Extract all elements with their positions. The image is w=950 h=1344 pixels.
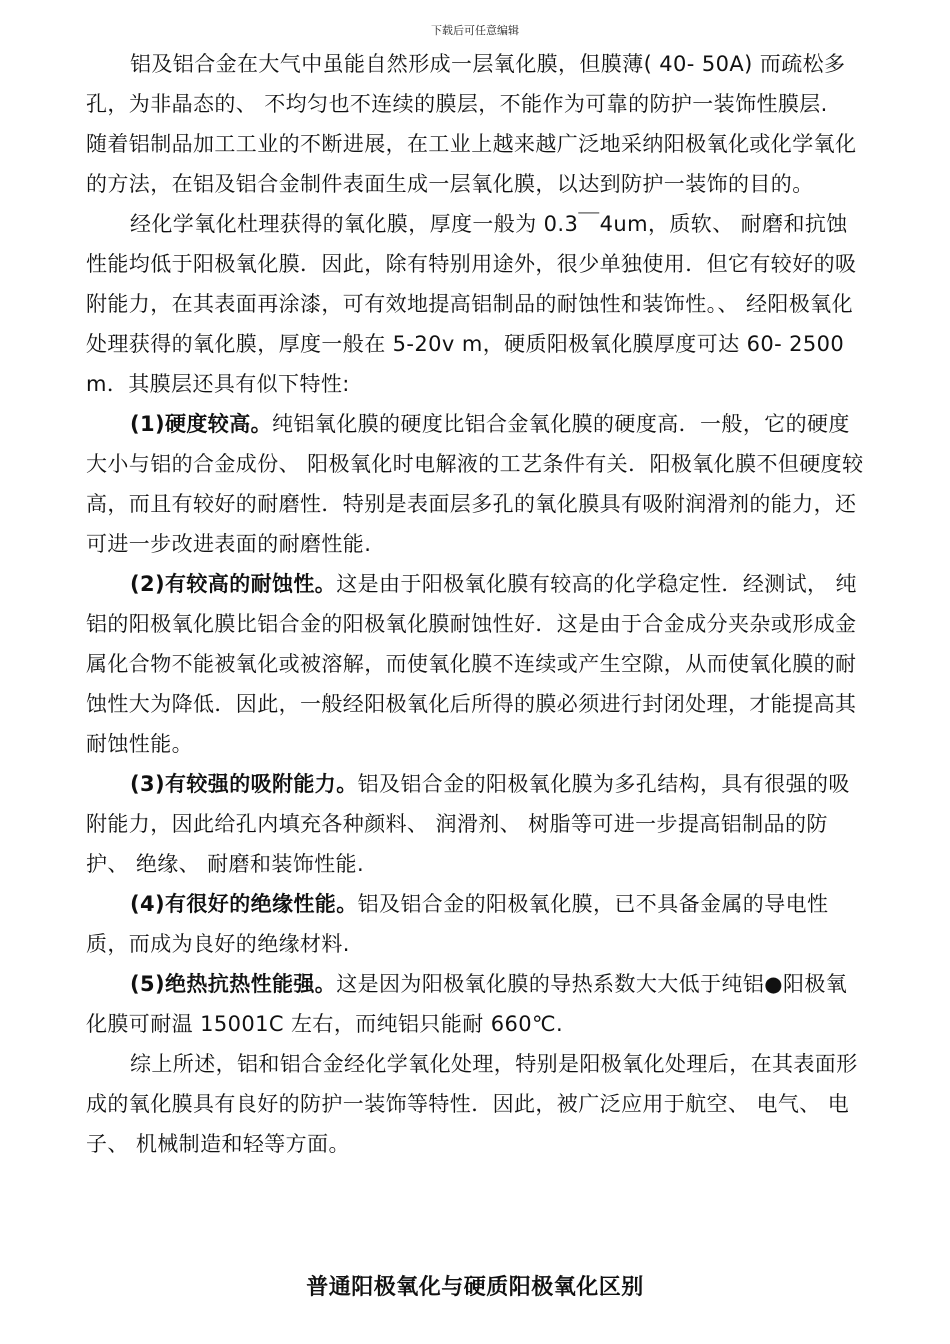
paragraph-7-heading: (4)有很好的绝缘性能。 [130, 892, 358, 916]
paragraph-7-text: 铝及铝合金的阳极氧化膜，已不具备金属的导电性质，而成为良好的绝缘材料. [86, 892, 829, 956]
paragraph-8-heading: (5)绝热抗热性能强。 [130, 972, 337, 996]
paragraph-6-text: 铝及铝合金的阳极氧化膜为多孔结构，具有很强的吸附能力，因此给孔内填充各种颜料、 润滑剂、 树脂等可进一步提高铝制品的防护、 绝缘、 耐磨和装饰性能. [86, 772, 850, 876]
paragraph-4 [86, 404, 866, 564]
document-body [86, 44, 866, 1164]
paragraph-4-text: 纯铝氧化膜的硬度比铝合金氧化膜的硬度高．一般，它的硬度大小与铝的合金成份、 阳极氧化时电解液的工艺条件有关．阳极氧化膜不但硬度较高，而且有较好的耐磨性．特别是表面层多孔的氧化膜具有吸附润滑剂的能力，还可进一步改进表面的耐磨性能. [86, 412, 864, 556]
paragraph-9: 综上所述，铝和铝合金经化学氧化处理，特别是阳极氧化处理后，在其表面形成的氧化膜具有良好的防护一装饰等特性．因此，被广泛应用于航空、 电气、 电子、 机械制造和轻等方面。 [86, 1052, 858, 1156]
paragraph-7 [86, 884, 866, 964]
paragraph-8-text: 这是因为阳极氧化膜的导热系数大大低于纯铝●阳极氧化膜可耐温 15001C 左右，而纯铝只能耐 660℃. [86, 972, 848, 1036]
paragraph-6-heading: (3)有较强的吸附能力。 [130, 772, 358, 796]
paragraph-5 [86, 564, 866, 764]
paragraph-4-heading: (1)硬度较高。 [130, 412, 273, 436]
paragraph-8 [86, 964, 866, 1044]
paragraph-3: 经化学氧化杜理获得的氧化膜，厚度一般为 0.3￣4um，质软、 耐磨和抗蚀性能均低于阳极氧化膜．因此，除有特别用途外，很少单独使用．但它有较好的吸附能力，在其表面再涂漆，可有效地提高铝制品的耐蚀性和装饰性。、 经阳极氧化处理获得的氧化膜，厚度一般在 5-20v m，硬质阳极氧化膜厚度可达 60- 2500m．其膜层还具有似下特性: [86, 212, 857, 396]
page-header: 下载后可任意编辑 [431, 24, 519, 37]
paragraph-6 [86, 764, 866, 884]
section-title: 普通阳极氧化与硬质阳极氧化区别 [306, 1275, 644, 1300]
paragraph-5-text: 这是由于阳极氧化膜有较高的化学稳定性．经测试， 纯铝的阳极氧化膜比铝合金的阳极氧化膜耐蚀性好．这是由于合金成分夹杂或形成金属化合物不能被氧化或被溶解，而使氧化膜不连续或产生空隙，从而使氧化膜的耐蚀性大为降低．因此，一般经阳极氧化后所得的膜必须进行封闭处理，才能提高其耐蚀性能。 [86, 572, 857, 756]
paragraph-5-heading: (2)有较高的耐蚀性。 [130, 572, 337, 596]
paragraph-1: 铝及铝合金在大气中虽能自然形成一层氧化膜，但膜薄( 40- 50A) 而疏松多孔，为非晶态的、 不均匀也不连续的膜层，不能作为可靠的防护一装饰性膜层. [86, 52, 846, 116]
paragraph-2: 随着铝制品加工工业的不断进展，在工业上越来越广泛地采纳阳极氧化或化学氧化的方法，在铝及铝合金制件表面生成一层氧化膜，以达到防护一装饰的目的。 [86, 132, 857, 196]
